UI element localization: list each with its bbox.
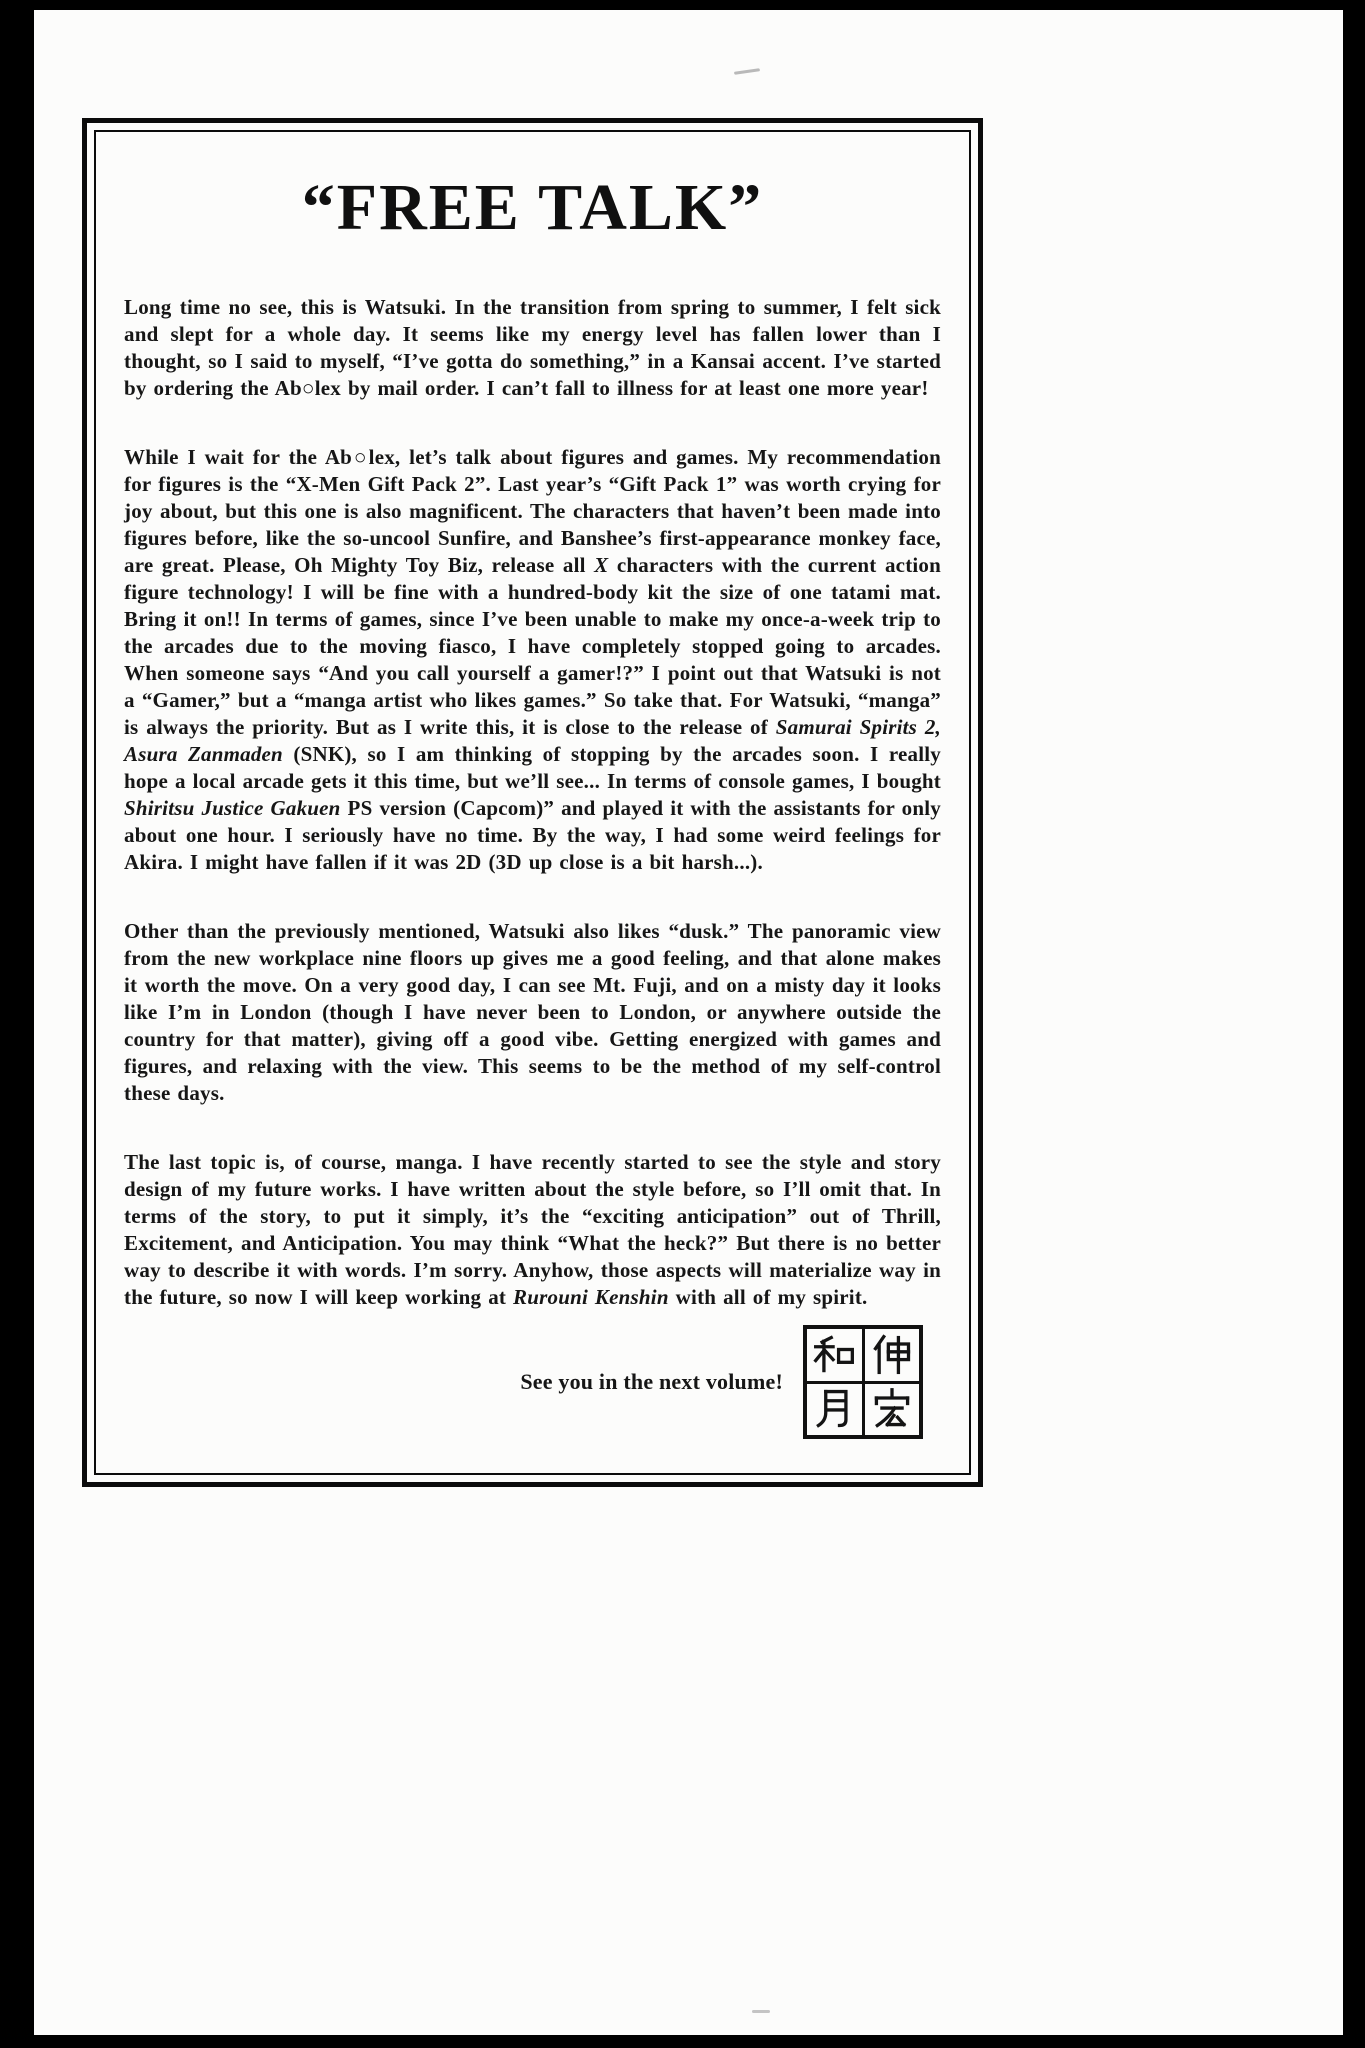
scan-artifact: [752, 2010, 770, 2013]
paragraph: [124, 444, 941, 876]
closing-row: [124, 1325, 941, 1439]
seal-kanji-tsuki-icon: [812, 1387, 856, 1431]
free-talk-page: [34, 10, 1343, 2035]
text-run: While I wait for the Ab○lex, let’s talk about figures and games. My recommendation for figures is the “X-Men Gift Pack 2”. Last year’s “Gift Pack 1” was worth crying for joy about, but this one is also magnificent. The characters that haven’t been made into figures before, like the so-uncool Sunfire, and Banshee’s first-appearance monkey face, are great. Please, Oh Mighty Toy Biz, release all: [124, 445, 941, 577]
scan-artifact: [734, 68, 760, 75]
italic-text: Shiritsu Justice Gakuen: [124, 796, 341, 820]
artist-seal: [803, 1325, 923, 1439]
page-frame: [82, 118, 983, 1487]
seal-kanji-hiro-icon: [870, 1387, 914, 1431]
seal-kanji-wa-icon: [812, 1333, 856, 1377]
paragraphs: [124, 294, 941, 1311]
italic-text: Rurouni Kenshin: [513, 1285, 669, 1309]
text-run: with all of my spirit.: [668, 1285, 868, 1309]
italic-text: Samurai Spirits 2, Asura Zanmaden: [124, 715, 942, 766]
italic-text: X: [594, 553, 609, 577]
text-run: Other than the previously mentioned, Watsuki also likes “dusk.” The panoramic view from the new workplace nine floors up gives me a good feeling, and that alone makes it worth the move. On a very good day, I can see Mt. Fuji, and on a misty day it looks like I’m in London (though I have never been to London, or anywhere outside the country for that matter), giving off a good vibe. Getting energized with games and figures, and relaxing with the view. This seems to be the method of my self-control these days.: [124, 919, 941, 1105]
seal-kanji-wa: [807, 1329, 862, 1381]
seal-kanji-shin-icon: [870, 1333, 914, 1377]
seal-kanji-shin: [865, 1329, 920, 1381]
text-run: PS version (Capcom)” and played it with the assistants for only about one hour. I seriously have no time. By the way, I had some weird feelings for Akira. I might have fallen if it was 2D (3D up close is a bit harsh...).: [124, 796, 941, 874]
text-run: The last topic is, of course, manga. I have recently started to see the style and story design of my future works. I have written about the style before, so I’ll omit that. In terms of the story, to put it simply, it’s the “exciting anticipation” out of Thrill, Excitement, and Anticipation. You may think “What the heck?” But there is no better way to describe it with words. I’m sorry. Anyhow, those aspects will materialize way in the future, so now I will keep working at: [124, 1150, 941, 1309]
closing-text: See you in the next volume!: [520, 1369, 783, 1394]
paragraph: [124, 294, 941, 402]
page-title: “FREE TALK”: [301, 171, 764, 244]
paragraph: [124, 918, 941, 1107]
seal-kanji-tsuki: [807, 1384, 862, 1436]
text-run: characters with the current action figure technology! I will be fine with a hundred-body kit the size of one tatami mat. Bring it on!! In terms of games, since I’ve been unable to make my once-a-week trip to the arcades due to the moving fiasco, I have completely stopped going to arcades. When someone says “And you call yourself a gamer!?” I point out that Watsuki is not a “Gamer,” but a “manga artist who likes games.” So take that. For Watsuki, “manga” is always the priority. But as I write this, it is close to the release of: [124, 553, 942, 739]
paragraph: [124, 1149, 941, 1311]
text-run: Long time no see, this is Watsuki. In the transition from spring to summer, I felt sick and slept for a whole day. It seems like my energy level has fallen lower than I thought, so I said to myself, “I’ve gotta do something,” in a Kansai accent. I’ve started by ordering the Ab○lex by mail order. I can’t fall to illness for at least one more year!: [124, 295, 941, 400]
seal-kanji-hiro: [865, 1384, 920, 1436]
page-frame-inner: [94, 130, 971, 1475]
text-run: (SNK), so I am thinking of stopping by the arcades soon. I really hope a local arcade gets it this time, but we’ll see... In terms of console games, I bought: [124, 742, 941, 793]
